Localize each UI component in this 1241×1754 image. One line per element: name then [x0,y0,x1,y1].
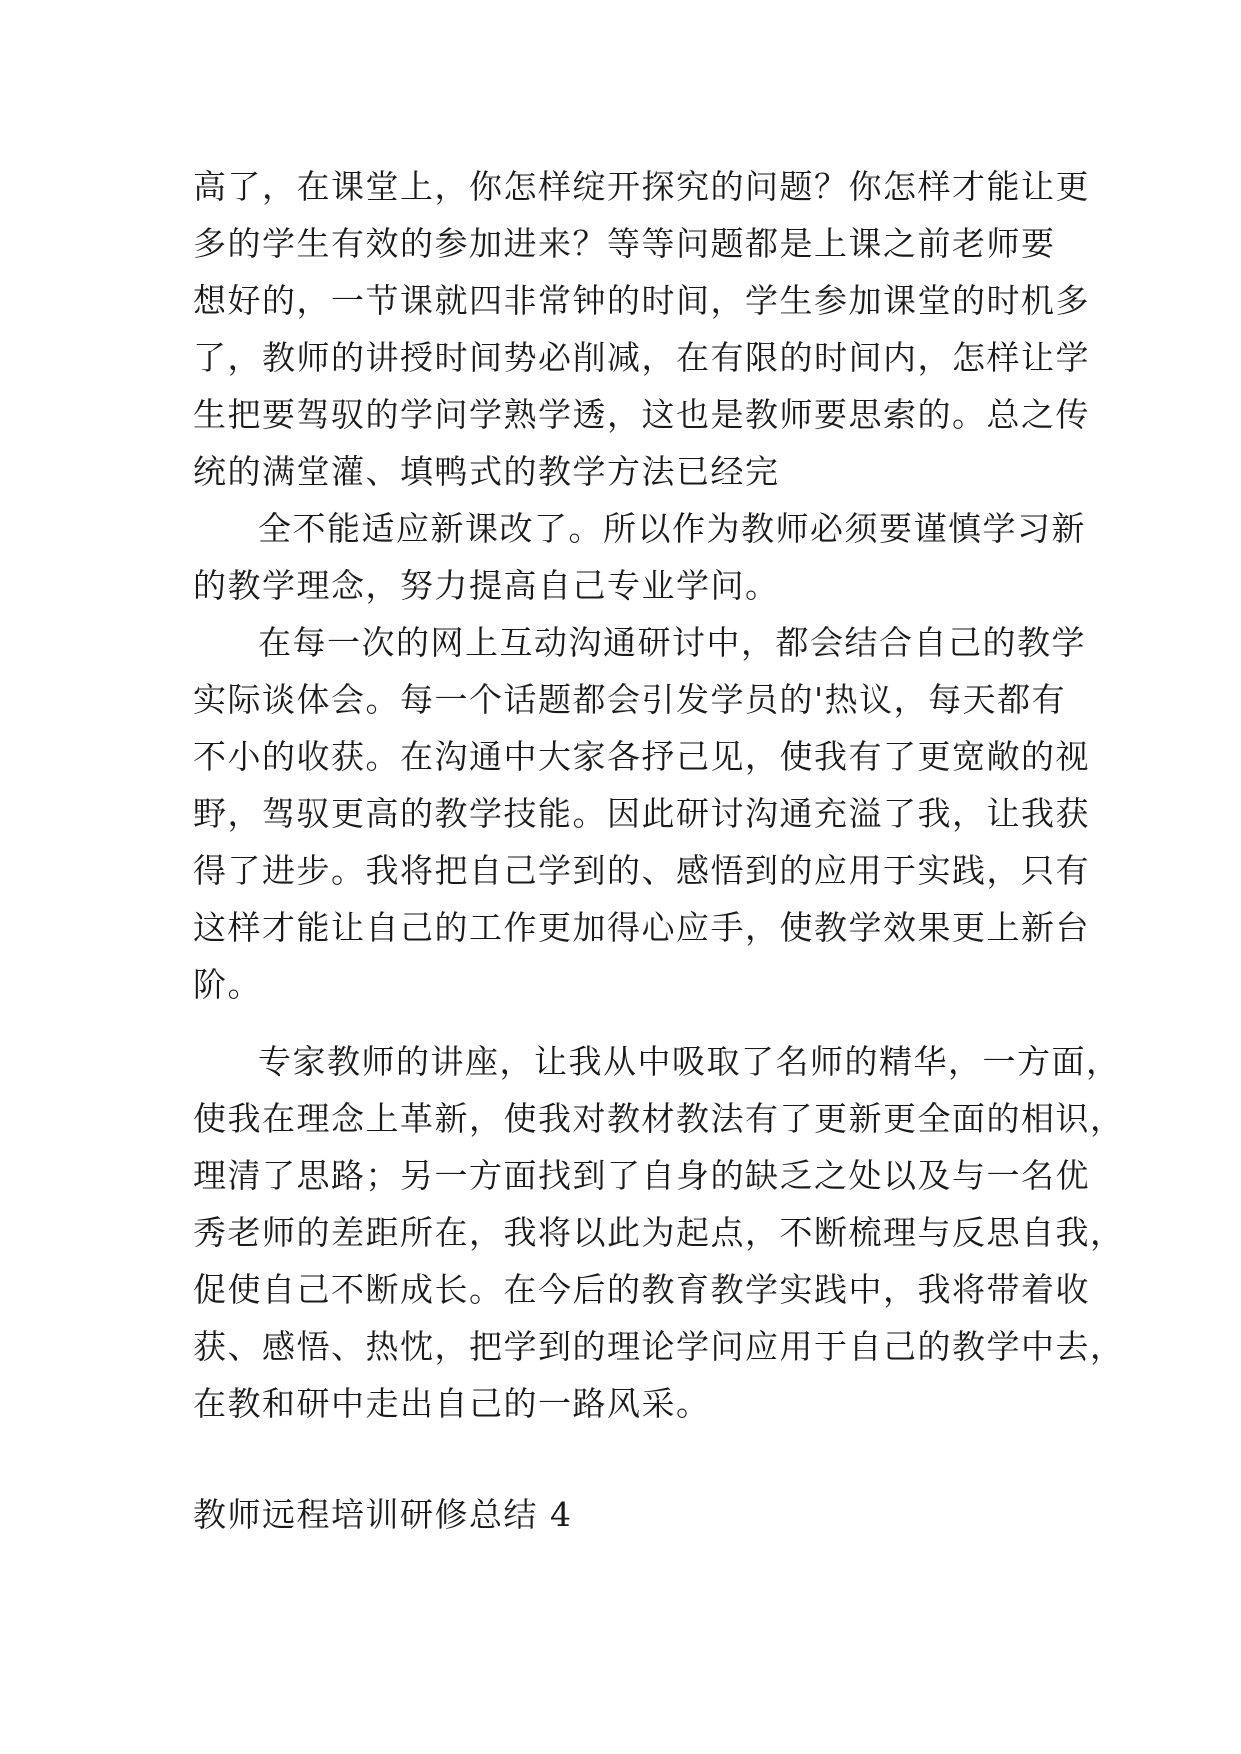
text-line: 生把要驾驭的学问学熟学透，这也是教师要思索的。总之传 [193,395,1090,434]
text-line: 了，教师的讲授时间势必削减，在有限的时间内，怎样让学 [193,338,1090,377]
text-line: 获、感悟、热忱，把学到的理论学问应用于自己的教学中去， [193,1327,1125,1366]
section-heading: 教师远程培训研修总结 4 [193,1495,573,1534]
text-line: 不小的收获。在沟通中大家各抒己见，使我有了更宽敞的视 [193,737,1090,776]
paragraph-first-line: 专家教师的讲座，让我从中吸取了名师的精华，一方面， [258,1042,1121,1081]
text-line: 得了进步。我将把自己学到的、感悟到的应用于实践，只有 [193,851,1090,890]
text-line: 理清了思路；另一方面找到了自身的缺乏之处以及与一名优 [193,1156,1090,1195]
text-line: 实际谈体会。每一个话题都会引发学员的'热议，每天都有 [193,680,1067,719]
text-line: 高了，在课堂上，你怎样绽开探究的问题？你怎样才能让更 [193,167,1090,206]
text-line: 想好的，一节课就四非常钟的时间，学生参加课堂的时机多 [193,281,1090,320]
text-line: 秀老师的差距所在，我将以此为起点，不断梳理与反思自我， [193,1213,1125,1252]
text-line: 使我在理念上革新，使我对教材教法有了更新更全面的相识， [193,1099,1125,1138]
text-line: 阶。 [193,965,262,1004]
paragraph-first-line: 在每一次的网上互动沟通研讨中，都会结合自己的教学 [258,623,1086,662]
text-line: 促使自己不断成长。在今后的教育教学实践中，我将带着收 [193,1270,1090,1309]
text-line: 多的学生有效的参加进来？等等问题都是上课之前老师要 [193,224,1056,263]
text-line: 这样才能让自己的工作更加得心应手，使教学效果更上新台 [193,908,1090,947]
text-line: 野，驾驭更高的教学技能。因此研讨沟通充溢了我，让我获 [193,794,1090,833]
text-line: 的教学理念，努力提高自己专业学问。 [193,566,780,605]
text-line: 在教和研中走出自己的一路风采。 [193,1384,711,1423]
paragraph-first-line: 全不能适应新课改了。所以作为教师必须要谨慎学习新 [258,509,1086,548]
text-line: 统的满堂灌、填鸭式的教学方法已经完 [193,452,780,491]
